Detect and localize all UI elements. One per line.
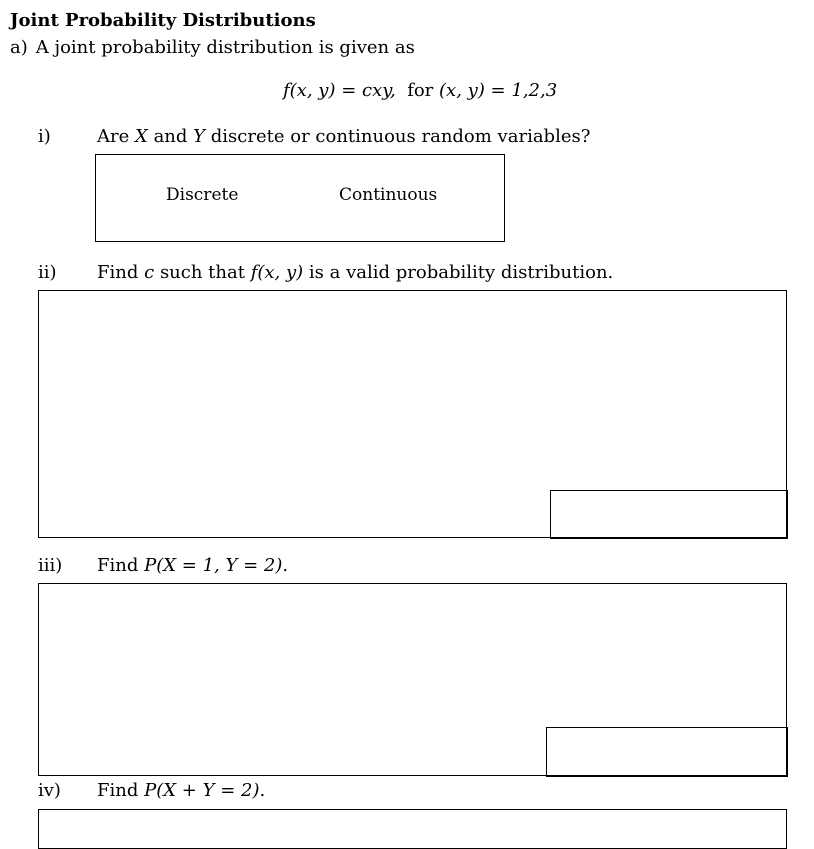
- q2-after: is a valid probability distribution.: [308, 262, 614, 283]
- q4-expr: P(X + Y = 2): [144, 780, 260, 801]
- question-label-iv: iv): [38, 780, 61, 801]
- question-label-i: i): [38, 126, 51, 147]
- choice-box: [95, 154, 505, 242]
- q2-var-c: c: [144, 262, 155, 283]
- q4-before: Find: [97, 780, 139, 801]
- formula-for: for: [407, 80, 434, 101]
- question-text-iii: [97, 555, 288, 576]
- working-area-iv[interactable]: [38, 809, 787, 849]
- q3-before: Find: [97, 555, 139, 576]
- answer-box-iii[interactable]: [546, 727, 788, 777]
- question-text-iv: [97, 780, 265, 801]
- q3-expr: P(X = 1, Y = 2): [144, 555, 283, 576]
- question-text-i: [97, 126, 590, 147]
- q2-before: Find: [97, 262, 139, 283]
- formula-domain: (x, y) = 1,2,3: [439, 80, 558, 101]
- choice-continuous[interactable]: Continuous: [339, 185, 438, 205]
- answer-box-ii[interactable]: [550, 490, 788, 539]
- q2-middle: such that: [159, 262, 245, 283]
- working-area-ii[interactable]: [38, 290, 787, 538]
- intro-text: A joint probability distribution is given as: [35, 37, 415, 58]
- question-label-ii: ii): [38, 262, 57, 283]
- part-label: a): [10, 37, 28, 58]
- q1-var-y: Y: [193, 126, 206, 147]
- q2-func: f(x, y): [250, 262, 304, 283]
- page-title: Joint Probability Distributions: [10, 10, 316, 31]
- working-area-iii[interactable]: [38, 583, 787, 776]
- q1-before: Are: [97, 126, 130, 147]
- question-label-iii: iii): [38, 555, 63, 576]
- q4-period: .: [259, 780, 266, 801]
- formula-lhs: f(x, y) = cxy,: [283, 80, 396, 101]
- q1-var-x: X: [135, 126, 148, 147]
- formula: [283, 80, 557, 101]
- q1-after: discrete or continuous random variables?: [210, 126, 591, 147]
- intro-line: [10, 37, 415, 58]
- choice-discrete[interactable]: Discrete: [166, 185, 239, 205]
- question-text-ii: [97, 262, 613, 283]
- q3-period: .: [282, 555, 289, 576]
- q1-and: and: [153, 126, 188, 147]
